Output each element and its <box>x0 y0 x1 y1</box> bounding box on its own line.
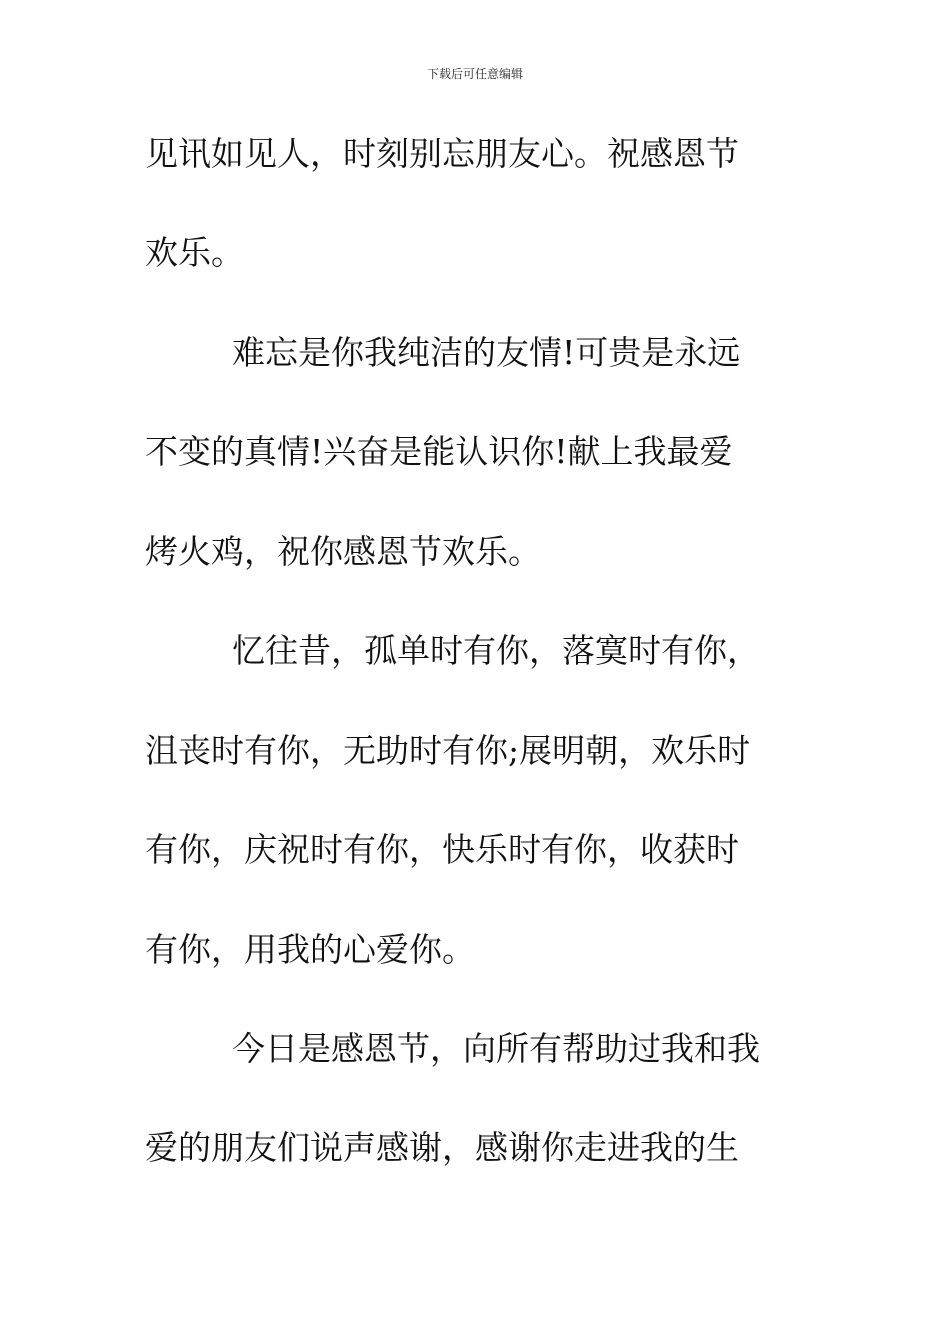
text-line: 有你，用我的心爱你。 <box>145 930 475 969</box>
paragraph-start-line: 难忘是你我纯洁的友情!可贵是永远 <box>232 333 741 372</box>
text-line: 爱的朋友们说声感谢，感谢你走进我的生 <box>145 1128 739 1167</box>
paragraph-start-line: 今日是感恩节，向所有帮助过我和我 <box>232 1029 760 1068</box>
text-line: 烤火鸡，祝你感恩节欢乐。 <box>145 532 541 571</box>
page-header: 下载后可任意编辑 <box>426 67 523 81</box>
text-line: 欢乐。 <box>145 233 244 272</box>
text-line: 见讯如见人，时刻别忘朋友心。祝感恩节 <box>145 134 739 173</box>
text-line: 不变的真情!兴奋是能认识你!献上我最爱 <box>145 432 733 471</box>
text-line: 沮丧时有你，无助时有你;展明朝，欢乐时 <box>145 731 751 770</box>
paragraph-start-line: 忆往昔，孤单时有你，落寞时有你， <box>232 631 760 670</box>
text-line: 有你，庆祝时有你，快乐时有你，收获时 <box>145 830 739 869</box>
